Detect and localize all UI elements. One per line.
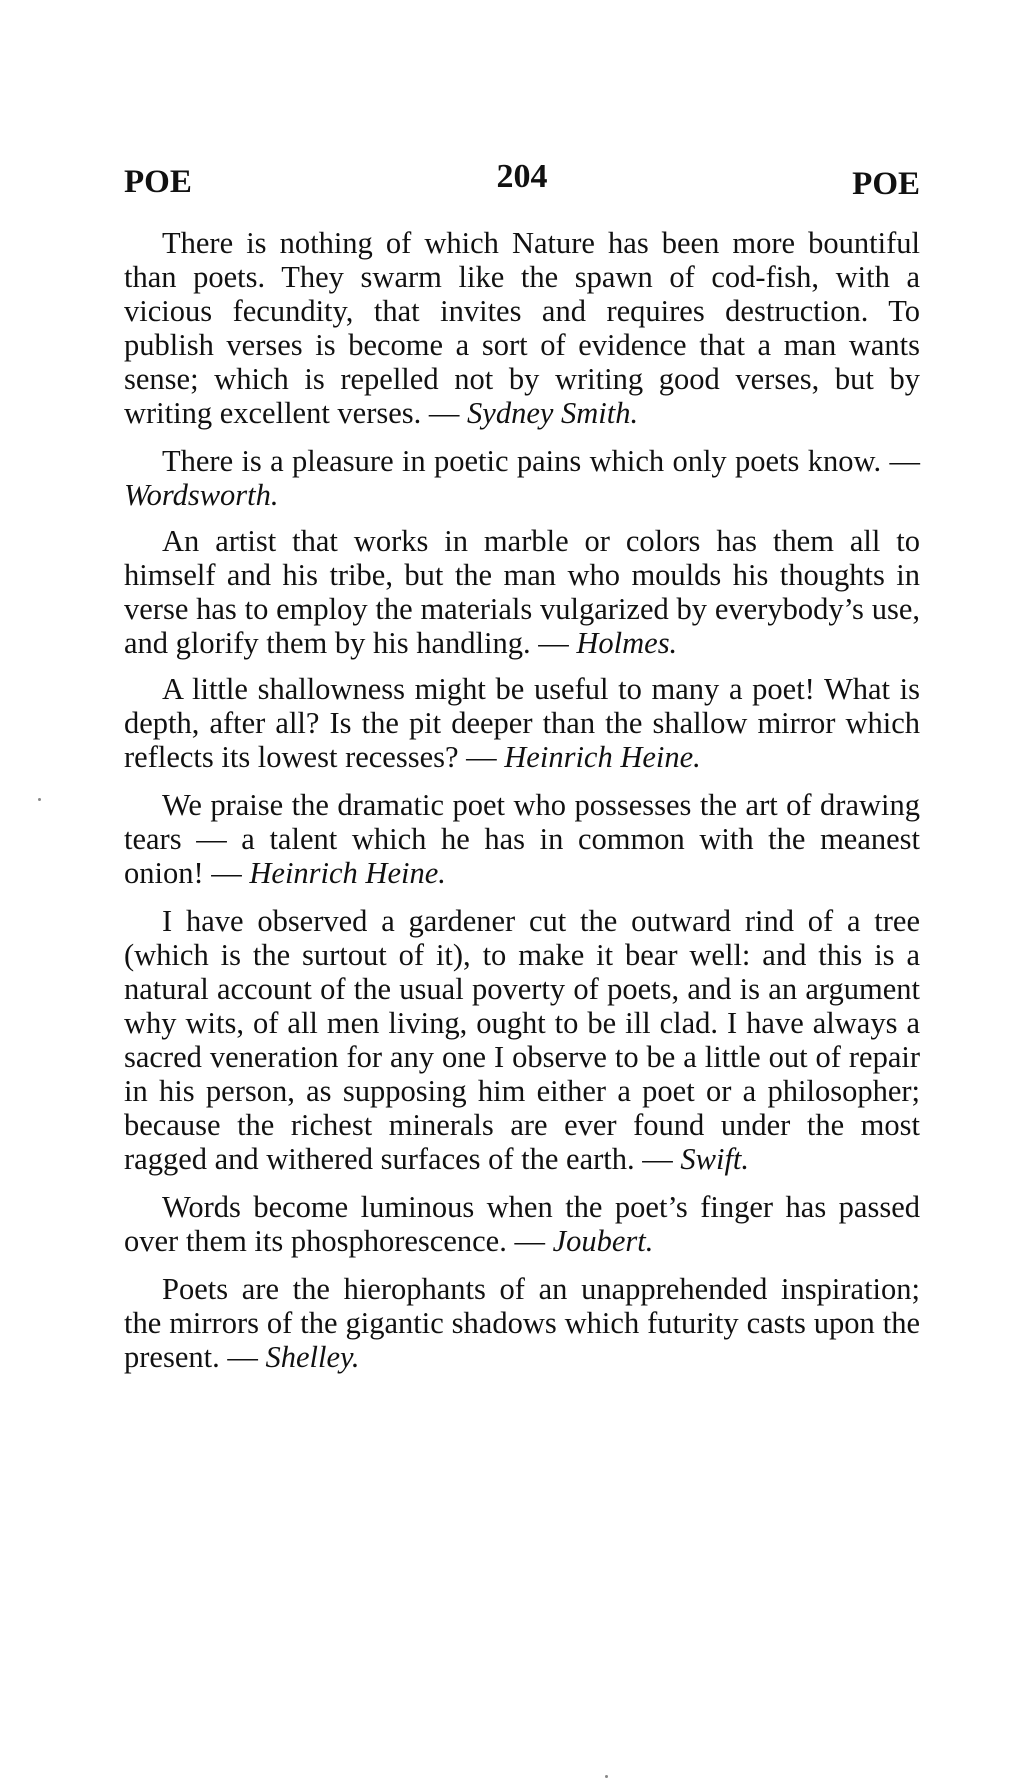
quote-author: Swift. (680, 1142, 750, 1176)
quote-author: Shelley. (265, 1340, 360, 1374)
quote-paragraph (124, 444, 920, 512)
quote-text: An artist that works in marble or colors has them all to himself and his tribe, but the man who moulds his thoughts in verse has to employ the materials vulgarized by everybody’s use, and glorify them by his handling. — (124, 524, 920, 660)
paper-speck (38, 798, 41, 801)
quote-text: I have observed a gardener cut the outward rind of a tree (which is the surtout of it), to make it bear well: and this is a natural account of the usual poverty of poets, and is an argument why wits, of all men living, ought to be ill clad. I have always a sacred veneration for any one I observe to be a little out of repair in his person, as supposing him either a poet or a philosopher; because the richest minerals are ever found under the most ragged and withered surfaces of the earth. — (124, 904, 920, 1176)
quote-author: Joubert. (552, 1224, 654, 1258)
quote-author: Heinrich Heine. (504, 740, 701, 774)
quote-author: Wordsworth. (124, 478, 279, 512)
quote-text: Poets are the hierophants of an unapprehended inspiration; the mirrors of the gigantic shadows which futurity casts upon the present. — (124, 1272, 920, 1374)
quote-paragraph (124, 672, 920, 774)
quote-text: We praise the dramatic poet who possesses the art of drawing tears — a talent which he has in common with the meanest onion! — (124, 788, 920, 890)
header-left-word: POE (124, 164, 192, 200)
quote-text: There is nothing of which Nature has been more bountiful than poets. They swarm like the spawn of cod-fish, with a vicious fecundity, that invites and requires destruction. To publish verses is become a sort of evidence that a man wants sense; which is repelled not by writing good verses, but by writing excellent verses. — (124, 226, 920, 430)
quote-text: There is a pleasure in poetic pains which only poets know. — (162, 444, 920, 478)
quote-paragraph (124, 524, 920, 660)
quote-paragraph (124, 226, 920, 430)
page-number: 204 (496, 158, 548, 195)
header-right-word: POE (852, 166, 920, 202)
quote-text: A little shallowness might be useful to many a poet! What is depth, after all? Is the pit deeper than the shallow mirror which reflects its lowest recesses? — (124, 672, 920, 774)
quote-paragraph (124, 1272, 920, 1374)
quote-text: Words become luminous when the poet’s finger has passed over them its phosphorescence. — (124, 1190, 920, 1258)
quote-paragraph (124, 904, 920, 1176)
quote-author: Holmes. (576, 626, 678, 660)
quotations-text (124, 226, 920, 1388)
quote-paragraph (124, 788, 920, 890)
paper-speck (605, 1775, 608, 1778)
running-head (124, 158, 920, 202)
quote-author: Sydney Smith. (467, 396, 639, 430)
quote-paragraph (124, 1190, 920, 1258)
quote-author: Heinrich Heine. (249, 856, 446, 890)
